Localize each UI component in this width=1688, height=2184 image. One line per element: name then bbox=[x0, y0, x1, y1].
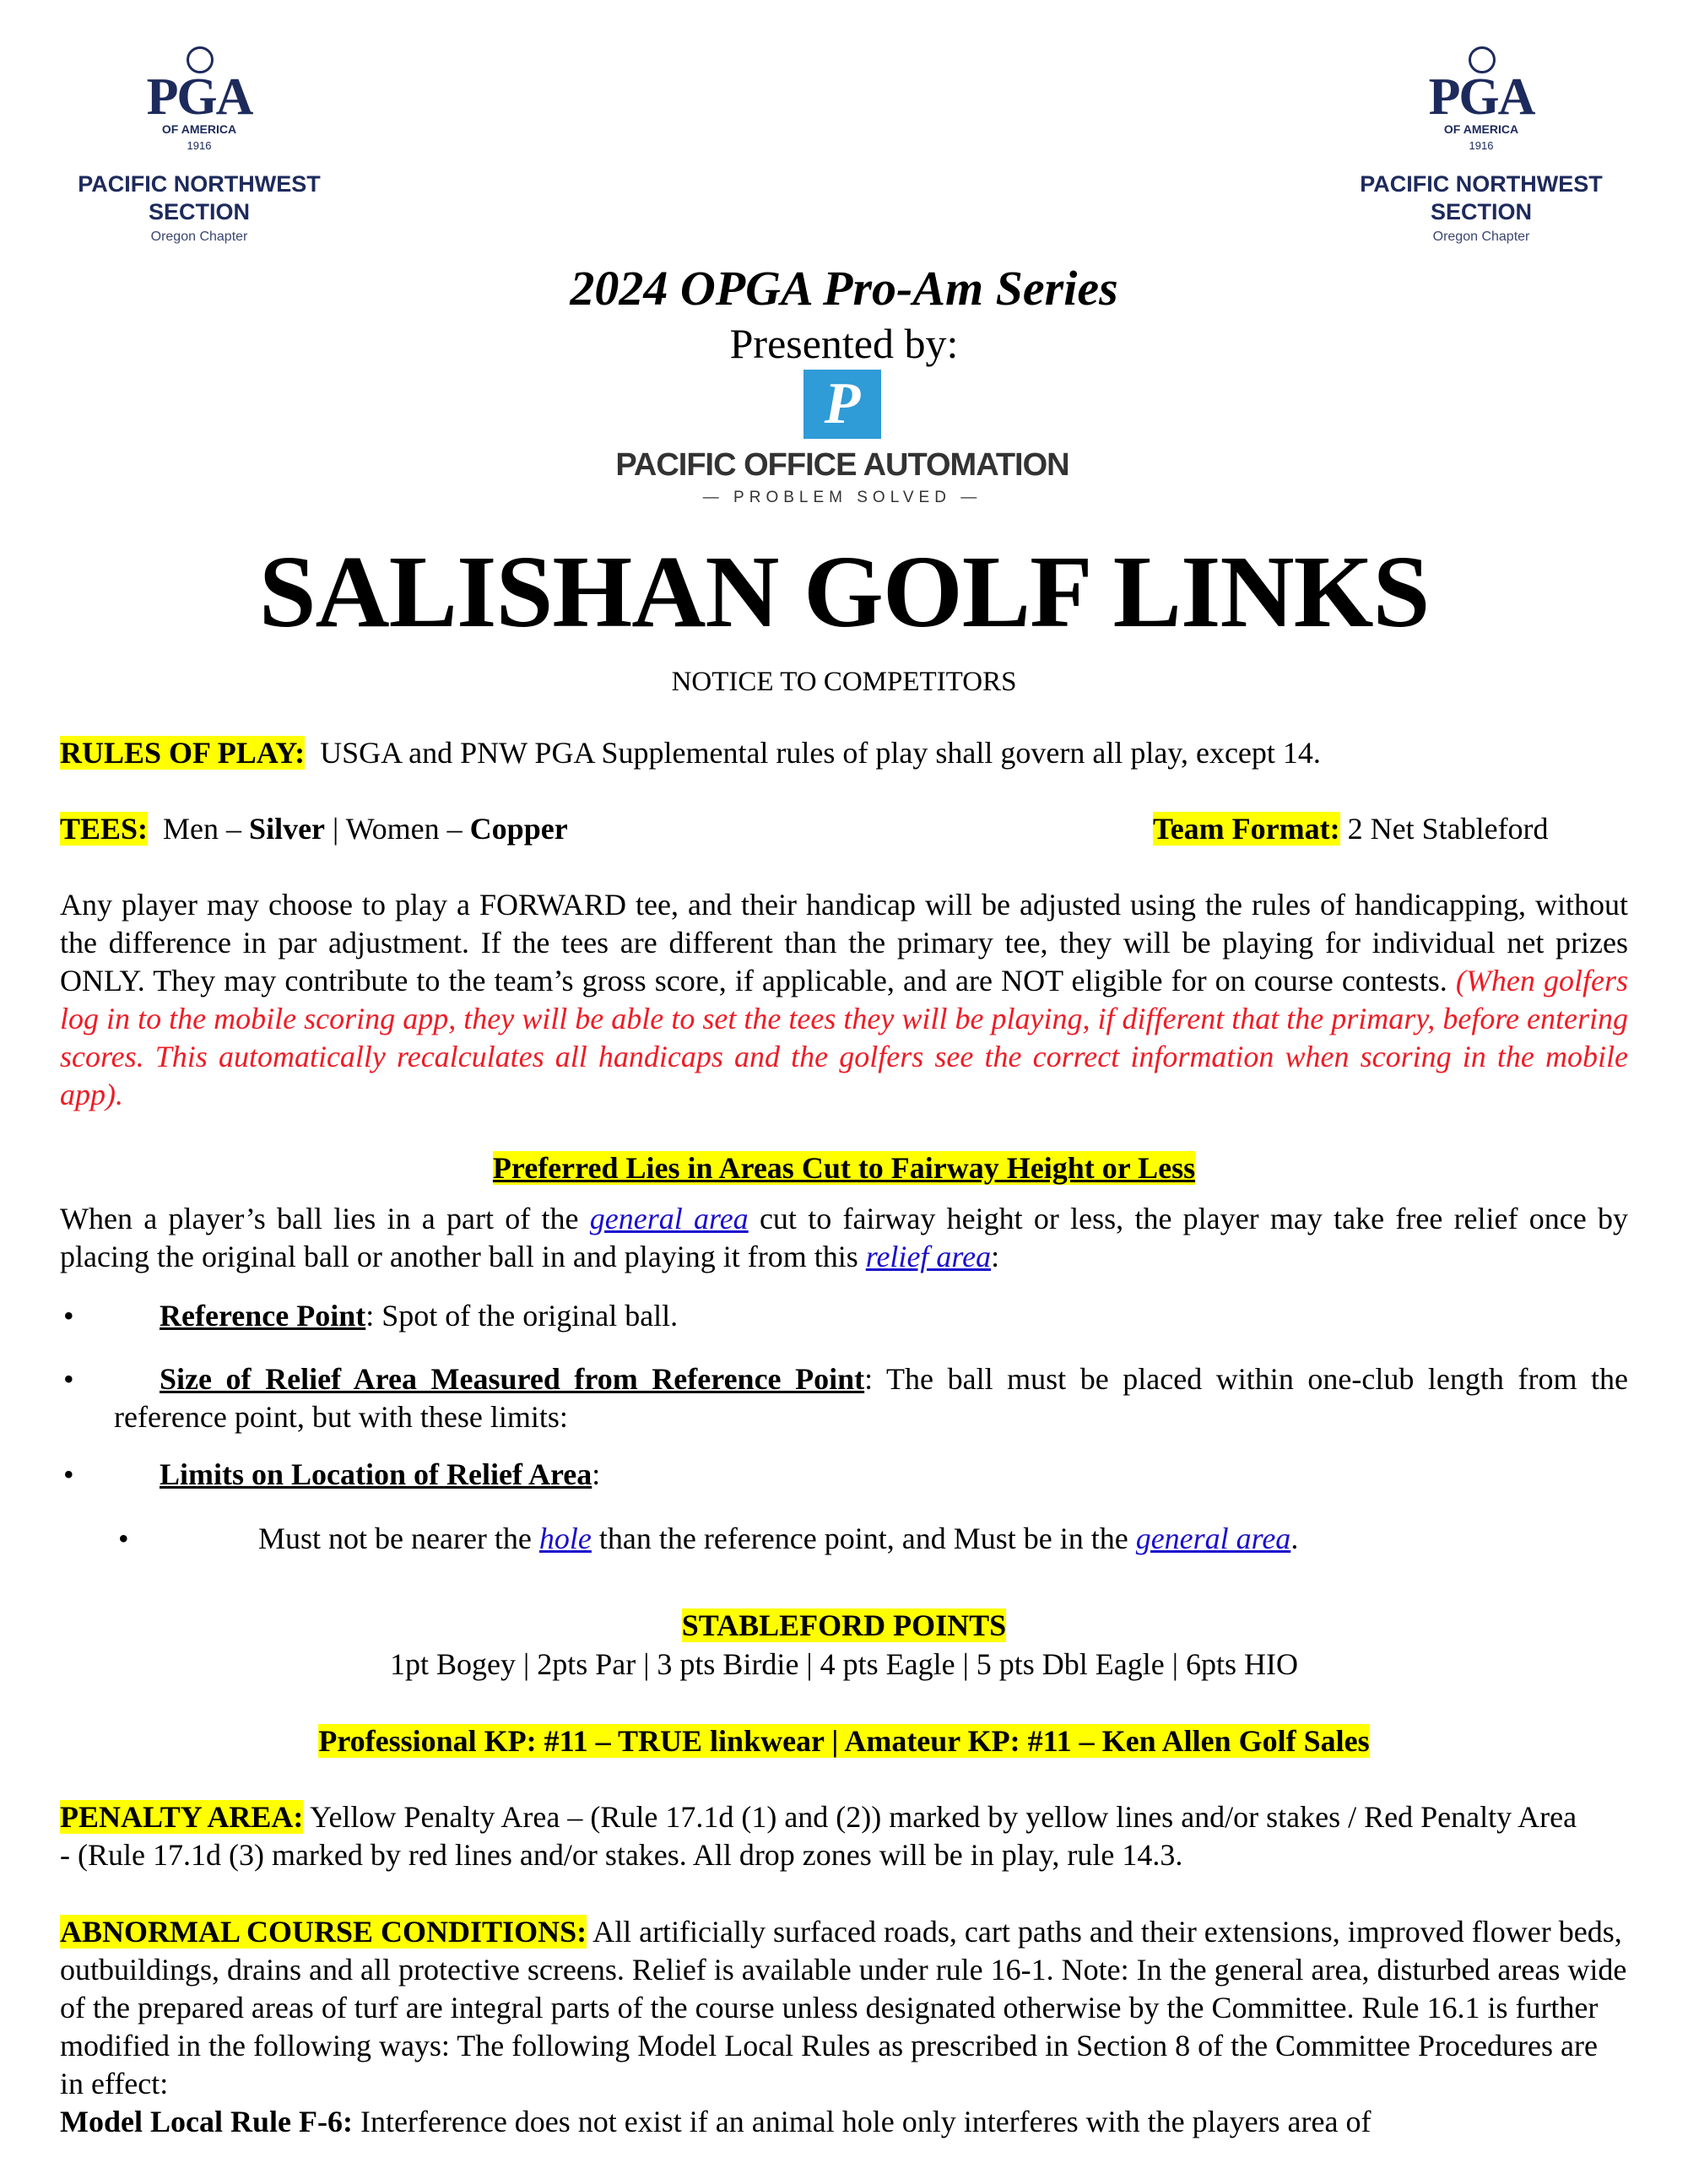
logo-chapter: Oregon Chapter bbox=[1432, 230, 1530, 244]
abnormal-label: ABNORMAL COURSE CONDITIONS: bbox=[60, 1915, 587, 1949]
bullet-icon: • bbox=[63, 1457, 74, 1491]
bullet-icon: • bbox=[118, 1522, 129, 1555]
model-local-rule-label: Model Local Rule F-6: bbox=[60, 2105, 353, 2138]
logo-year: 1916 bbox=[1469, 139, 1494, 152]
preferred-text-2: cut to fairway height or less, the player may take free relief once by placing the original ball or another ball in and playing it from this bbox=[60, 1202, 1628, 1273]
sub-text-3: . bbox=[1290, 1522, 1299, 1555]
course-name: SALISHAN GOLF LINKS bbox=[258, 535, 1430, 649]
penalty-label: PENALTY AREA: bbox=[60, 1800, 304, 1834]
team-format-value: 2 Net Stableford bbox=[1339, 812, 1549, 846]
bullet-size-relief bbox=[114, 1360, 1628, 1436]
golf-ball-crest-icon bbox=[1469, 46, 1496, 73]
tees-label: TEES: bbox=[60, 812, 149, 846]
logo-of-america: OF AMERICA bbox=[1443, 122, 1519, 136]
preferred-heading-wrap bbox=[0, 1149, 1688, 1187]
bullet-icon: • bbox=[63, 1299, 74, 1333]
stableford-heading-wrap bbox=[0, 1607, 1688, 1645]
kp-wrap bbox=[0, 1722, 1688, 1760]
abnormal-text: All artificially surfaced roads, cart paths and their extensions, improved flower beds, outbuildings, drains and all protective screens. Relief is available under rule 16-1. Note: In the general area, disturbed areas wide of the prepared areas of turf are integral parts of the course unless designated otherwise by the Committee. Rule 16.1 is further modified in the following ways: The following Model Local Rules as prescribed in Section 8 of the Committee Procedures are in effect: bbox=[60, 1915, 1627, 2100]
rules-text: USGA and PNW PGA Supplemental rules of play shall govern all play, except 14. bbox=[320, 736, 1321, 770]
bullet-limits bbox=[160, 1456, 600, 1494]
bullet-text: : bbox=[592, 1457, 601, 1491]
sub-text-2: than the reference point, and Must be in the bbox=[591, 1522, 1136, 1555]
series-title: 2024 OPGA Pro-Am Series bbox=[570, 261, 1118, 316]
relief-area-link[interactable]: relief area bbox=[865, 1240, 992, 1273]
pga-logo-left bbox=[64, 46, 334, 245]
tees-women-value: Copper bbox=[469, 812, 568, 846]
preferred-lies-heading: Preferred Lies in Areas Cut to Fairway Height or Less bbox=[492, 1151, 1196, 1185]
logo-section-2: SECTION bbox=[148, 199, 250, 224]
preferred-paragraph bbox=[60, 1200, 1628, 1276]
kp-contests: Professional KP: #11 – TRUE linkwear | Amateur KP: #11 – Ken Allen Golf Sales bbox=[318, 1724, 1370, 1758]
bullet-label: Size of Relief Area Measured from Reference Point bbox=[160, 1362, 865, 1396]
team-format-label: Team Format: bbox=[1153, 812, 1340, 846]
logo-chapter: Oregon Chapter bbox=[150, 230, 248, 244]
penalty-text: Yellow Penalty Area – (Rule 17.1d (1) and (2)) marked by yellow lines and/or stakes / Red Penalty Area - (Rule 17.1d (3) marked by red lines and/or stakes. All drop zones will be in play, rule 14.3. bbox=[60, 1800, 1577, 1872]
abnormal-conditions bbox=[60, 1913, 1628, 2141]
forward-text: Any player may choose to play a FORWARD tee, and their handicap will be adjusted using the rules of handicapping, without the difference in par adjustment. If the tees are different than the primary tee, they will be playing for individual net prizes ONLY. They may contribute to the team’s gross score, if applicable, and are NOT eligible for on course contests. bbox=[60, 888, 1628, 997]
rules-of-play bbox=[60, 734, 1321, 772]
sponsor-mark-icon: P bbox=[803, 370, 881, 439]
preferred-text-3: : bbox=[991, 1240, 1000, 1273]
logo-section-1: PACIFIC NORTHWEST bbox=[1360, 171, 1603, 197]
tees-men-value: Silver bbox=[249, 812, 326, 846]
bullet-icon: • bbox=[63, 1362, 74, 1396]
tees-women: | Women – bbox=[325, 812, 470, 846]
hole-link[interactable]: hole bbox=[538, 1522, 592, 1555]
general-area-link[interactable]: general area bbox=[1135, 1522, 1291, 1555]
sponsor-logo bbox=[613, 370, 1072, 509]
bullet-label: Limits on Location of Relief Area bbox=[160, 1457, 592, 1491]
notice-heading: NOTICE TO COMPETITORS bbox=[671, 667, 1017, 697]
bullet-reference-point bbox=[160, 1297, 678, 1335]
sub-text-1: Must not be nearer the bbox=[258, 1522, 539, 1555]
tees-men: Men – bbox=[163, 812, 250, 846]
rules-label: RULES OF PLAY: bbox=[60, 736, 306, 770]
team-format bbox=[1153, 810, 1549, 848]
sub-bullet-limits bbox=[258, 1520, 1298, 1558]
penalty-area bbox=[60, 1798, 1579, 1874]
logo-section-1: PACIFIC NORTHWEST bbox=[78, 171, 321, 197]
logo-pga: PGA bbox=[146, 68, 252, 126]
forward-tee-paragraph bbox=[60, 886, 1628, 1114]
stableford-heading: STABLEFORD POINTS bbox=[681, 1608, 1007, 1642]
preferred-text-1: When a player’s ball lies in a part of the bbox=[60, 1202, 590, 1235]
logo-section-2: SECTION bbox=[1430, 199, 1532, 224]
logo-year: 1916 bbox=[187, 139, 212, 152]
general-area-link[interactable]: general area bbox=[589, 1202, 749, 1235]
golf-ball-crest-icon bbox=[187, 46, 214, 73]
bullet-text: : Spot of the original ball. bbox=[365, 1299, 679, 1333]
forward-note: (When golfers log in to the mobile scoring app, they will be able to set the tees they will be playing, if different that the primary, before entering scores. This automatically recalculates all handicaps and the golfers see the correct information when scoring in the mobile app). bbox=[60, 964, 1628, 1111]
logo-of-america: OF AMERICA bbox=[161, 122, 237, 136]
logo-pga: PGA bbox=[1428, 68, 1534, 126]
model-local-rule-text: Interference does not exist if an animal hole only interferes with the players area of bbox=[352, 2105, 1372, 2138]
presented-by: Presented by: bbox=[729, 320, 959, 367]
stableford-points: 1pt Bogey | 2pts Par | 3 pts Birdie | 4 pts Eagle | 5 pts Dbl Eagle | 6pts HIO bbox=[390, 1647, 1298, 1681]
sponsor-tagline: — PROBLEM SOLVED — bbox=[702, 489, 982, 506]
bullet-text: : The ball must be placed within one-club length from the reference point, but with these limits: bbox=[114, 1362, 1629, 1434]
pga-logo-right bbox=[1346, 46, 1616, 245]
bullet-label: Reference Point bbox=[160, 1299, 366, 1333]
sponsor-name: PACIFIC OFFICE AUTOMATION bbox=[615, 447, 1069, 483]
tees bbox=[60, 810, 568, 848]
